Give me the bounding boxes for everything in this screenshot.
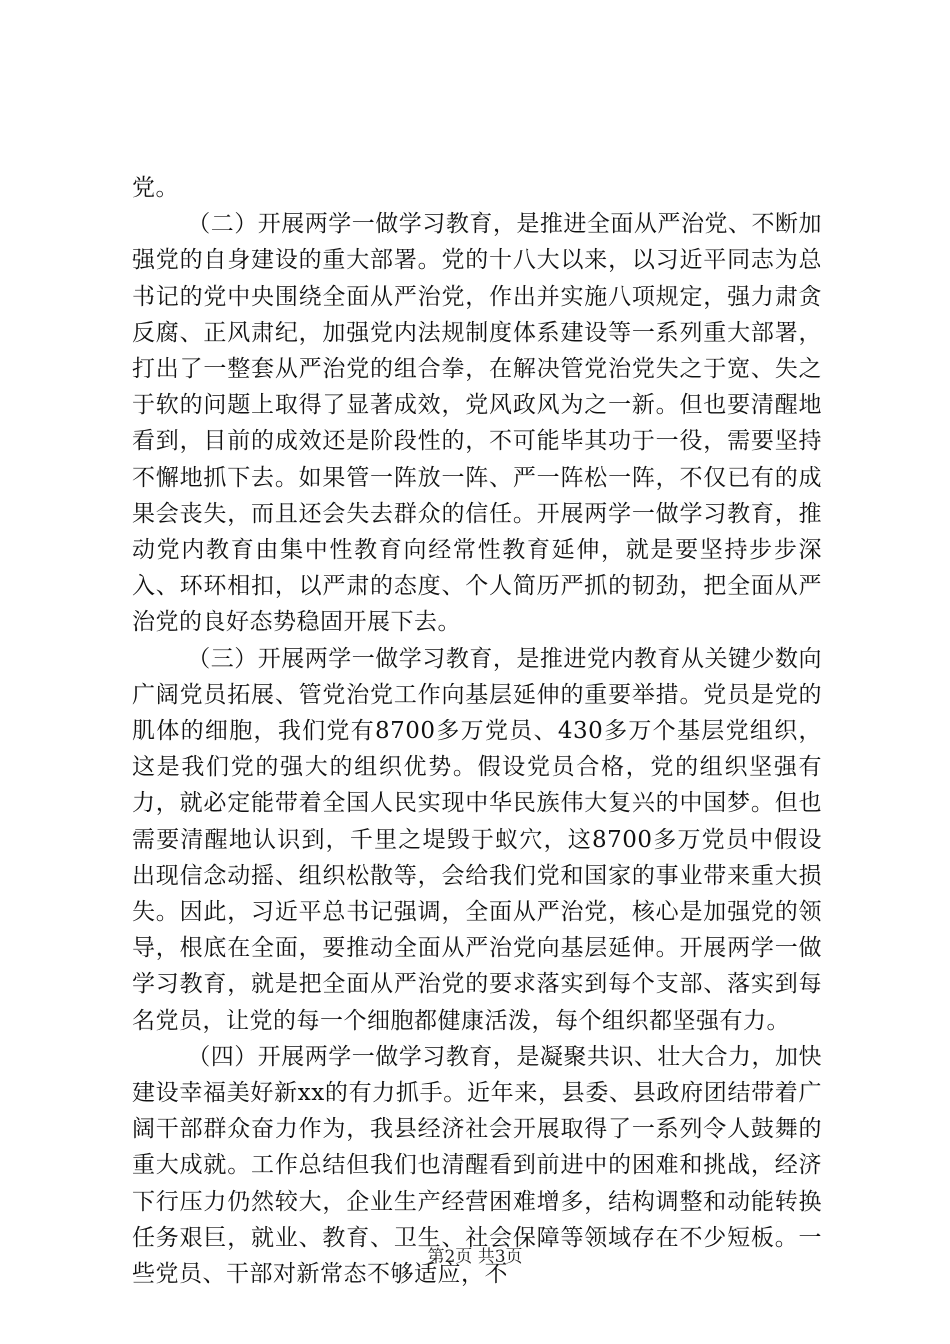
page-number-footer: 第2页 共3页 — [427, 1247, 523, 1267]
paragraph-section-4: （四）开展两学一做学习教育，是凝聚共识、壮大合力，加快建设幸福美好新xx的有力抓手。近年来，县委、县政府团结带着广阔干部群众奋力作为，我县经济社会开展取得了一系列令人鼓舞的重大成就。工作总结但我们也清醒看到前进中的困难和挑战，经济下行压力仍然较大，企业生产经营困难增多，结构调整和动能转换任务艰巨，就业、教育、卫生、社会保障等领域存在不少短板。一些党员、干部对新常态不够适应，不 — [132, 1043, 822, 1288]
paragraph-section-2: （二）开展两学一做学习教育，是推进全面从严治党、不断加强党的自身建设的重大部署。党的十八大以来，以习近平同志为总书记的党中央围绕全面从严治党，作出并实施八项规定，强力肃贪反腐、正风肃纪，加强党内法规制度体系建设等一系列重大部署，打出了一整套从严治党的组合拳，在解决管党治党失之于宽、失之于软的问题上取得了显著成效，党风政风为之一新。但也要清醒地看到，目前的成效还是阶段性的，不可能毕其功于一役，需要坚持不懈地抓下去。如果管一阵放一阵、严一阵松一阵，不仅已有的成果会丧失，而且还会失去群众的信任。开展两学一做学习教育，推动党内教育由集中性教育向经常性教育延伸，就是要坚持步步深入、环环相扣，以严肃的态度、个人简历严抓的韧劲，把全面从严治党的良好态势稳固开展下去。 — [132, 211, 822, 636]
paragraph-continuation: 党。 — [132, 175, 179, 201]
document-body — [132, 170, 822, 1292]
paragraph-section-3: （三）开展两学一做学习教育，是推进党内教育从关键少数向广阔党员拓展、管党治党工作向基层延伸的重要举措。党员是党的肌体的细胞，我们党有8700多万党员、430多万个基层党组织，这是我们党的强大的组织优势。假设党员合格，党的组织坚强有力，就必定能带着全国人民实现中华民族伟大复兴的中国梦。但也需要清醒地认识到，千里之堤毁于蚁穴，这8700多万党员中假设出现信念动摇、组织松散等，会给我们党和国家的事业带来重大损失。因此，习近平总书记强调，全面从严治党，核心是加强党的领导，根底在全面，要推动全面从严治党向基层延伸。开展两学一做学习教育，就是把全面从严治党的要求落实到每个支部、落实到每名党员，让党的每一个细胞都健康活泼，每个组织都坚强有力。 — [132, 645, 822, 1034]
